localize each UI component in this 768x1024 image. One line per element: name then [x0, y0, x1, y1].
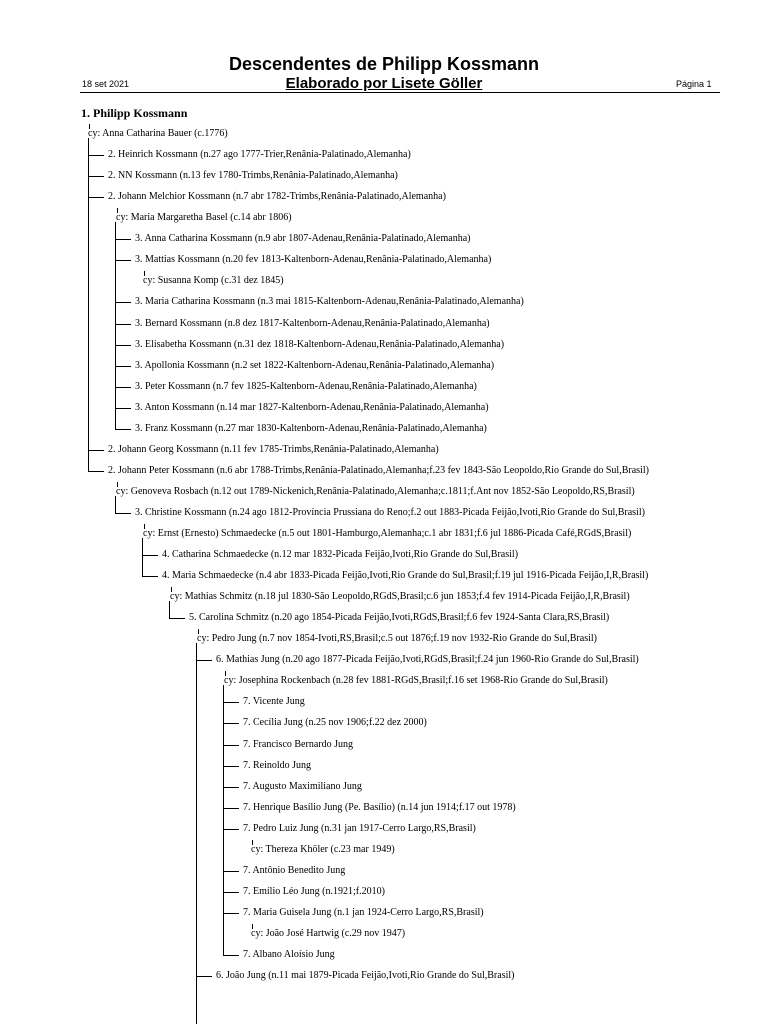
person-entry: 3. Bernard Kossmann (n.8 dez 1817-Kaltenborn-Adenau,Renânia-Palatinado,Alemanha)	[135, 317, 490, 329]
person-entry: 7. Emílio Léo Jung (n.1921;f.2010)	[243, 885, 385, 897]
person-entry: 7. Vicente Jung	[243, 696, 305, 708]
person-entry: 2. Heinrich Kossmann (n.27 ago 1777-Trier,Renânia-Palatinado,Alemanha)	[108, 149, 411, 161]
person-entry: 4. Catharina Schmaedecke (n.12 mar 1832-Picada Feijão,Ivoti,Rio Grande do Sul,Brasil)	[162, 549, 519, 561]
spouse-entry: cy: Josephina Rockenbach (n.28 fev 1881-RGdS,Brasil;f.16 set 1968-Rio Grande do Sul,Brasil)	[224, 675, 608, 687]
person-entry: 6. João Jung (n.11 mai 1879-Picada Feijão,Ivoti,Rio Grande do Sul,Brasil)	[216, 970, 515, 982]
person-entry: 2. NN Kossmann (n.13 fev 1780-Trimbs,Renânia-Palatinado,Alemanha)	[108, 170, 398, 182]
spouse-entry: cy: Mathias Schmitz (n.18 jul 1830-São Leopoldo,RGdS,Brasil;c.6 jun 1853;f.4 fev 1914-Picada Feijão,I,R,Brasil)	[170, 591, 630, 603]
page-number: Página 1	[676, 79, 712, 89]
spouse-entry: cy: Anna Catharina Bauer (c.1776)	[88, 128, 228, 140]
branch-connector	[196, 660, 212, 661]
branch-connector	[115, 260, 131, 261]
person-entry: 2. Johann Melchior Kossmann (n.7 abr 1782-Trimbs,Renânia-Palatinado,Alemanha)	[108, 191, 446, 203]
person-entry: 7. Henrique Basílio Jung (Pe. Basílio) (n.14 jun 1914;f.17 out 1978)	[243, 801, 516, 813]
person-entry: 3. Apollonia Kossmann (n.2 set 1822-Kaltenborn-Adenau,Renânia-Palatinado,Alemanha)	[135, 359, 495, 371]
branch-connector	[115, 429, 131, 430]
person-entry: 2. Johann Peter Kossmann (n.6 abr 1788-Trimbs,Renânia-Palatinado,Alemanha;f.23 fev 1843-São Leopoldo,Rio Grande do Sul,Brasil)	[108, 464, 649, 476]
branch-connector	[88, 197, 104, 198]
person-entry: 4. Maria Schmaedecke (n.4 abr 1833-Picada Feijão,Ivoti,Rio Grande do Sul,Brasil;f.19 jul 1916-Picada Feijão,I,R,Brasil)	[162, 570, 649, 582]
spouse-tick	[144, 524, 145, 529]
branch-connector	[115, 239, 131, 240]
person-entry: 2. Johann Georg Kossmann (n.11 fev 1785-Trimbs,Renânia-Palatinado,Alemanha)	[108, 443, 439, 455]
person-entry: 3. Elisabetha Kossmann (n.31 dez 1818-Kaltenborn-Adenau,Renânia-Palatinado,Alemanha)	[135, 338, 505, 350]
person-entry: 3. Anton Kossmann (n.14 mar 1827-Kaltenborn-Adenau,Renânia-Palatinado,Alemanha)	[135, 401, 489, 413]
branch-connector	[223, 871, 239, 872]
branch-connector	[196, 976, 212, 977]
branch-connector	[115, 387, 131, 388]
person-entry: 3. Christine Kossmann (n.24 ago 1812-Província Prussiana do Reno;f.2 out 1883-Picada Feijão,Ivoti,Rio Grande do Sul,Brasil)	[135, 506, 645, 518]
person-entry: 7. Augusto Maximiliano Jung	[243, 780, 362, 792]
branch-connector	[115, 513, 131, 514]
person-entry: 7. Francisco Bernardo Jung	[243, 738, 353, 750]
branch-connector	[223, 955, 239, 956]
spouse-tick	[252, 924, 253, 929]
tree-trunk	[223, 685, 224, 955]
document-subtitle: Elaborado por Lisete Göller	[285, 75, 483, 92]
person-entry: 7. Pedro Luiz Jung (n.31 jan 1917-Cerro Largo,RS,Brasil)	[243, 822, 476, 834]
branch-connector	[115, 302, 131, 303]
branch-connector	[223, 745, 239, 746]
branch-connector	[223, 808, 239, 809]
spouse-entry: cy: Thereza Khöler (c.23 mar 1949)	[251, 843, 395, 855]
spouse-tick	[198, 629, 199, 634]
branch-connector	[142, 576, 158, 577]
spouse-entry: cy: João José Hartwig (c.29 nov 1947)	[251, 927, 406, 939]
branch-connector	[115, 408, 131, 409]
spouse-tick	[225, 671, 226, 676]
person-entry: 3. Franz Kossmann (n.27 mar 1830-Kaltenborn-Adenau,Renânia-Palatinado,Alemanha)	[135, 422, 487, 434]
branch-connector	[223, 913, 239, 914]
branch-connector	[223, 787, 239, 788]
spouse-tick	[117, 482, 118, 487]
spouse-entry: cy: Maria Margaretha Basel (c.14 abr 1806)	[116, 212, 292, 224]
branch-connector	[88, 155, 104, 156]
branch-connector	[88, 450, 104, 451]
spouse-entry: cy: Genoveva Rosbach (n.12 out 1789-Nickenich,Renânia-Palatinado,Alemanha;c.1811;f.Ant nov 1852-São Leopoldo,RS,Brasil)	[116, 485, 635, 497]
person-entry: 3. Mattias Kossmann (n.20 fev 1813-Kaltenborn-Adenau,Renânia-Palatinado,Alemanha)	[135, 254, 492, 266]
tree-trunk	[196, 643, 197, 1024]
spouse-tick	[171, 587, 172, 592]
spouse-tick	[144, 271, 145, 276]
tree-trunk	[142, 538, 143, 576]
branch-connector	[88, 176, 104, 177]
spouse-entry: cy: Pedro Jung (n.7 nov 1854-Ivoti,RS,Brasil;c.5 out 1876;f.19 nov 1932-Rio Grande do Sul,Brasil)	[197, 633, 597, 645]
branch-connector	[223, 892, 239, 893]
person-entry: 7. Cecília Jung (n.25 nov 1906;f.22 dez 2000)	[243, 717, 427, 729]
spouse-tick	[117, 208, 118, 213]
person-entry: 5. Carolina Schmitz (n.20 ago 1854-Picada Feijão,Ivoti,RGdS,Brasil;f.6 fev 1924-Santa Clara,RS,Brasil)	[189, 612, 610, 624]
branch-connector	[88, 471, 104, 472]
branch-connector	[223, 702, 239, 703]
person-entry: 7. Maria Guisela Jung (n.1 jan 1924-Cerro Largo,RS,Brasil)	[243, 906, 484, 918]
branch-connector	[115, 324, 131, 325]
tree-trunk	[88, 138, 89, 471]
branch-connector	[115, 345, 131, 346]
branch-connector	[115, 366, 131, 367]
branch-connector	[223, 723, 239, 724]
person-entry: 6. Mathias Jung (n.20 ago 1877-Picada Feijão,Ivoti,RGdS,Brasil;f.24 jun 1960-Rio Grande do Sul,Brasil)	[216, 654, 639, 666]
branch-connector	[169, 618, 185, 619]
branch-connector	[223, 766, 239, 767]
person-entry: 3. Maria Catharina Kossmann (n.3 mai 1815-Kaltenborn-Adenau,Renânia-Palatinado,Alemanha)	[135, 296, 524, 308]
person-entry: 7. Reinoldo Jung	[243, 759, 312, 771]
person-entry: 3. Peter Kossmann (n.7 fev 1825-Kaltenborn-Adenau,Renânia-Palatinado,Alemanha)	[135, 380, 477, 392]
tree-trunk	[169, 601, 170, 618]
tree-trunk	[115, 496, 116, 513]
spouse-tick	[252, 840, 253, 845]
branch-connector	[223, 829, 239, 830]
branch-connector	[142, 555, 158, 556]
spouse-entry: cy: Susanna Komp (c.31 dez 1845)	[143, 275, 284, 287]
print-date: 18 set 2021	[82, 79, 130, 89]
tree-trunk	[115, 222, 116, 429]
document-title: Descendentes de Philipp Kossmann	[228, 54, 540, 74]
spouse-tick	[89, 124, 90, 129]
person-entry: 3. Anna Catharina Kossmann (n.9 abr 1807-Adenau,Renânia-Palatinado,Alemanha)	[135, 233, 471, 245]
person-entry: 7. Albano Aloísio Jung	[243, 949, 335, 960]
person-entry: 7. Antônio Benedito Jung	[243, 864, 346, 876]
root-person: 1. Philipp Kossmann	[81, 106, 188, 120]
spouse-entry: cy: Ernst (Ernesto) Schmaedecke (n.5 out 1801-Hamburgo,Alemanha;c.1 abr 1831;f.6 jul 1886-Picada Café,RGdS,Brasil)	[143, 528, 632, 539]
